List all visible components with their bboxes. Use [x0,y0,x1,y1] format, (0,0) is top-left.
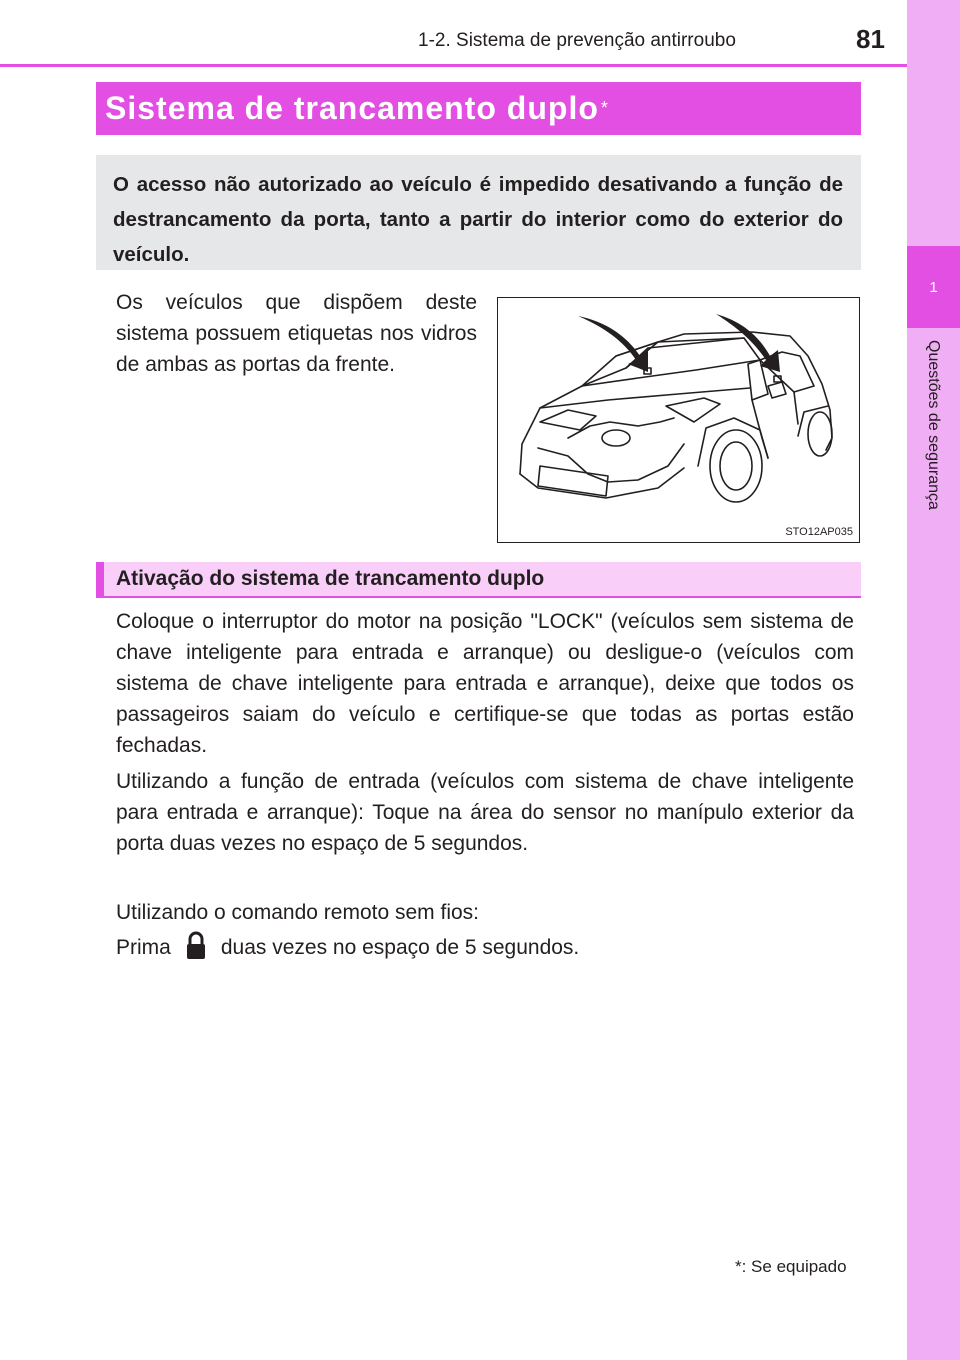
press-prefix: Prima [116,936,171,959]
activation-paragraph-3 [116,897,854,964]
car-illustration [497,297,860,543]
footnote: *: Se equipado [735,1257,847,1276]
subsection-title: Ativação do sistema de trancamento duplo [96,562,861,598]
activation-paragraph-2: Utilizando a função de entrada (veículos com sistema de chave inteligente para entrada e arranque): Toque na área do sensor no manípulo exterior da porta duas vezes no espaço de 5 segundos. [116,770,854,855]
equipped-marker: * [600,98,609,118]
remote-intro-line: Utilizando o comando remoto sem fios: [116,901,479,924]
car-with-label-arrows-icon [498,298,859,542]
lock-icon [179,928,213,964]
page-title [96,82,861,135]
press-suffix: duas vezes no espaço de 5 segundos. [220,936,580,959]
chapter-label: Questões de segurança [925,340,942,510]
page-number: 81 [856,24,885,54]
figure-code: STO12AP035 [785,526,853,538]
labels-paragraph: Os veículos que dispõem deste sistema possuem etiquetas nos vidros de ambas as portas da frente. [116,291,477,376]
intro-summary: O acesso não autorizado ao veículo é impedido desativando a função de destrancamento da porta, tanto a partir do interior como do exterior do veículo. [96,155,861,270]
section-header: 1-2. Sistema de prevenção antirroubo [418,30,736,51]
chapter-number: 1 [907,246,960,328]
header-divider [0,64,907,67]
activation-paragraph-1: Coloque o interruptor do motor na posição "LOCK" (veículos sem sistema de chave inteligente para entrada e arranque) ou desligue-o (veículos com sistema de chave inteligente para entrada e arranque), deixe que todos os passageiros saiam do veículo e certifique-se que todas as portas estão fechadas. [116,610,854,757]
page-title-text: Sistema de trancamento duplo [105,90,599,126]
chapter-side-tab [907,0,960,1360]
